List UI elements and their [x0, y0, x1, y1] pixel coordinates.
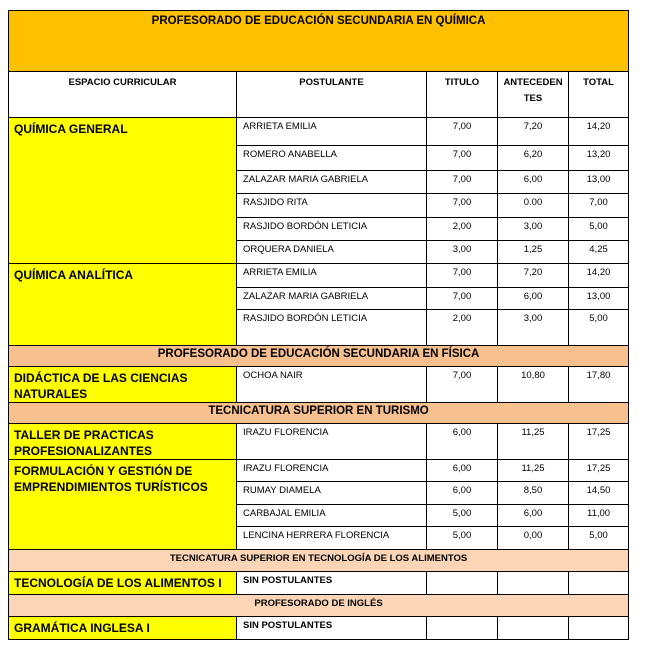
total-value: 17,25	[569, 424, 629, 460]
total-empty	[569, 572, 629, 595]
titulo-value: 5,00	[427, 527, 498, 550]
section-row	[9, 550, 629, 572]
antecedentes-value: 0.00	[498, 194, 569, 218]
antecedentes-value: 7,20	[498, 264, 569, 288]
section-alimentos: TECNICATURA SUPERIOR EN TECNOLOGÍA DE LOS ALIMENTOS	[9, 550, 629, 572]
postulante-name: LENCINA HERRERA FLORENCIA	[237, 527, 427, 550]
postulante-name: CARBAJAL EMILIA	[237, 505, 427, 527]
antecedentes-empty	[498, 617, 569, 640]
subject-quimica-analitica: QUÍMICA ANALÍTICA	[9, 264, 237, 346]
subject-gramatica-inglesa: GRAMÁTICA INGLESA I	[9, 617, 237, 640]
titulo-value: 5,00	[427, 505, 498, 527]
antecedentes-empty	[498, 572, 569, 595]
antecedentes-value: 6,20	[498, 146, 569, 171]
antecedentes-value: 6,00	[498, 505, 569, 527]
antecedentes-value: 3,00	[498, 310, 569, 346]
total-value: 5,00	[569, 218, 629, 241]
postulante-name: RASJIDO BORDÓN LETICIA	[237, 310, 427, 346]
titulo-value: 7,00	[427, 146, 498, 171]
titulo-value: 7,00	[427, 264, 498, 288]
antecedentes-value: 6,00	[498, 171, 569, 194]
table-row	[9, 367, 629, 403]
total-value: 4,25	[569, 241, 629, 264]
postulante-name: ROMERO ANABELLA	[237, 146, 427, 171]
total-value: 13,00	[569, 288, 629, 310]
total-value: 5,00	[569, 310, 629, 346]
titulo-value: 2,00	[427, 310, 498, 346]
total-value: 7,00	[569, 194, 629, 218]
header-antecedentes	[498, 72, 569, 118]
subject-tecnologia-alimentos: TECNOLOGÍA DE LOS ALIMENTOS I	[9, 572, 237, 595]
titulo-value: 6,00	[427, 424, 498, 460]
titulo-value: 6,00	[427, 460, 498, 482]
postulante-name: OCHOA NAIR	[237, 367, 427, 403]
antecedentes-value: 7,20	[498, 118, 569, 146]
postulante-status: SIN POSTULANTES	[237, 617, 427, 640]
titulo-value: 7,00	[427, 194, 498, 218]
table-row	[9, 118, 629, 146]
antecedentes-value: 6,00	[498, 288, 569, 310]
antecedentes-value: 0,00	[498, 527, 569, 550]
antecedentes-value: 11,25	[498, 424, 569, 460]
postulante-name: IRAZU FLORENCIA	[237, 424, 427, 460]
postulante-name: ZALAZAR MARIA GABRIELA	[237, 171, 427, 194]
header-antecedentes-line1: ANTECEDEN	[503, 77, 563, 88]
total-value: 5,00	[569, 527, 629, 550]
titulo-value: 2,00	[427, 218, 498, 241]
total-value: 13,00	[569, 171, 629, 194]
header-total: TOTAL	[569, 72, 629, 118]
postulante-name: IRAZU FLORENCIA	[237, 460, 427, 482]
total-empty	[569, 617, 629, 640]
titulo-value: 6,00	[427, 482, 498, 505]
total-value: 13,20	[569, 146, 629, 171]
section-fisica: PROFESORADO DE EDUCACIÓN SECUNDARIA EN FÍSICA	[9, 346, 629, 367]
section-row	[9, 403, 629, 424]
titulo-empty	[427, 572, 498, 595]
table-row	[9, 572, 629, 595]
header-antecedentes-line2: TES	[523, 93, 543, 104]
postulante-status: SIN POSTULANTES	[237, 572, 427, 595]
section-row	[9, 595, 629, 617]
total-value: 14,50	[569, 482, 629, 505]
titulo-empty	[427, 617, 498, 640]
table-row	[9, 424, 629, 460]
postulante-name: RASJIDO BORDÓN LETICIA	[237, 218, 427, 241]
subject-formulacion: FORMULACIÓN Y GESTIÓN DE EMPRENDIMIENTOS TURÍSTICOS	[9, 460, 237, 550]
section-turismo: TECNICATURA SUPERIOR EN TURISMO	[9, 403, 629, 424]
titulo-value: 7,00	[427, 118, 498, 146]
total-value: 11,00	[569, 505, 629, 527]
postulante-name: RASJIDO RITA	[237, 194, 427, 218]
subject-didactica: DIDÁCTICA DE LAS CIENCIAS NATURALES	[9, 367, 237, 403]
table-row	[9, 617, 629, 640]
titulo-value: 7,00	[427, 171, 498, 194]
titulo-value: 7,00	[427, 367, 498, 403]
section-row	[9, 346, 629, 367]
total-value: 14,20	[569, 264, 629, 288]
antecedentes-value: 10,80	[498, 367, 569, 403]
title-row	[9, 11, 629, 72]
postulante-name: RUMAY DIAMELA	[237, 482, 427, 505]
header-row	[9, 72, 629, 118]
header-postulante: POSTULANTE	[237, 72, 427, 118]
header-espacio: ESPACIO CURRICULAR	[9, 72, 237, 118]
table-row	[9, 264, 629, 288]
table-title: PROFESORADO DE EDUCACIÓN SECUNDARIA EN QUÍMICA	[9, 11, 629, 72]
antecedentes-value: 1,25	[498, 241, 569, 264]
subject-quimica-general: QUÍMICA GENERAL	[9, 118, 237, 264]
postulante-name: ZALAZAR MARIA GABRIELA	[237, 288, 427, 310]
total-value: 14,20	[569, 118, 629, 146]
titulo-value: 7,00	[427, 288, 498, 310]
postulante-name: ORQUERA DANIELA	[237, 241, 427, 264]
header-titulo: TITULO	[427, 72, 498, 118]
results-table	[8, 10, 629, 640]
postulante-name: ARRIETA EMILIA	[237, 264, 427, 288]
postulante-name: ARRIETA EMILIA	[237, 118, 427, 146]
total-value: 17,80	[569, 367, 629, 403]
titulo-value: 3,00	[427, 241, 498, 264]
antecedentes-value: 3,00	[498, 218, 569, 241]
antecedentes-value: 8,50	[498, 482, 569, 505]
total-value: 17,25	[569, 460, 629, 482]
section-ingles: PROFESORADO DE INGLÉS	[9, 595, 629, 617]
subject-taller: TALLER DE PRACTICAS PROFESIONALIZANTES	[9, 424, 237, 460]
table-row	[9, 460, 629, 482]
antecedentes-value: 11,25	[498, 460, 569, 482]
